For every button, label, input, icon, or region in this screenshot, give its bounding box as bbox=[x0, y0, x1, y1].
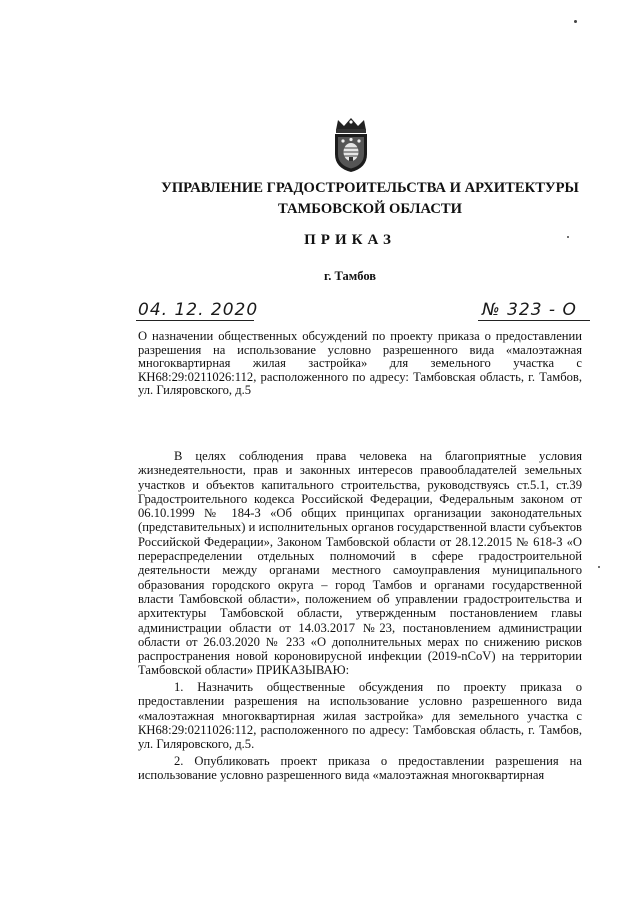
scan-speck bbox=[567, 236, 569, 238]
scan-speck bbox=[598, 566, 600, 568]
order-item-2: 2. Опубликовать проект приказа о предоставлении разрешения на использование условно разрешенного вида «малоэтажная многоквартирная bbox=[138, 754, 582, 783]
organization-name bbox=[90, 178, 640, 220]
number-underline bbox=[478, 320, 590, 321]
handwritten-number: № 323 - О bbox=[482, 300, 577, 320]
organization-name-line1: УПРАВЛЕНИЕ ГРАДОСТРОИТЕЛЬСТВА И АРХИТЕКТУРЫ bbox=[161, 180, 579, 196]
preamble-paragraph: В целях соблюдения права человека на благоприятные условия жизнедеятельности, прав и законных интересов правообладателей земельных участков и объектов капитального строительства, руководствуясь ст.5.1, ст.39 Градостроительного кодекса Российской Федерации, Федеральным законом от 06.10.1999 № 184-З «Об общих принципах организации законодательных (представительных) и исполнительных органов государственной власти субъектов Российской Федерации», Законом Тамбовской области от 28.12.2015 № 618-З «О перераспределении отдельных полномочий в сфере градостроительной деятельности между органами местного самоуправления муниципального образования городского округа – город Тамбов и органами государственной власти Тамбовской области», положением об управлении градостроительства и архитектуры Тамбовской области, утвержденным постановлением главы администрации области от 14.03.2017 №23, постановлением администрации области от 26.03.2020 № 233 «О дополнительных мерах по снижению рисков распространения новой короновирусной инфекции (2019-nCoV) на территории Тамбовской области» ПРИКАЗЫВАЮ: bbox=[138, 449, 582, 678]
order-item-1: 1. Назначить общественные обсуждения по проекту приказа о предоставлении разрешения на использование условно разрешенного вида «малоэтажная многоквартирная жилая застройка» для земельного участка с КН68:29:0211026:112, расположенного по адресу: Тамбовская область, г. Тамбов, ул. Гиляровского, д.5. bbox=[138, 680, 582, 752]
date-underline bbox=[136, 320, 254, 321]
coat-of-arms-icon bbox=[328, 116, 374, 174]
organization-name-line2: ТАМБОВСКОЙ ОБЛАСТИ bbox=[277, 201, 462, 217]
scan-speck bbox=[574, 20, 577, 23]
document-subject: О назначении общественных обсуждений по проекту приказа о предоставлении разрешения на использование условно разрешенного вида «малоэтажная многоквартирная жилая застройка» для земельного участка с КН68:29:0211026:112, расположенного по адресу: Тамбовская область, г. Тамбов, ул. Гиляровского, д.5 bbox=[138, 329, 582, 397]
document-type: ПРИКАЗ bbox=[304, 232, 396, 248]
handwritten-date: 04. 12. 2020 bbox=[138, 300, 259, 320]
document-city: г. Тамбов bbox=[323, 269, 377, 283]
